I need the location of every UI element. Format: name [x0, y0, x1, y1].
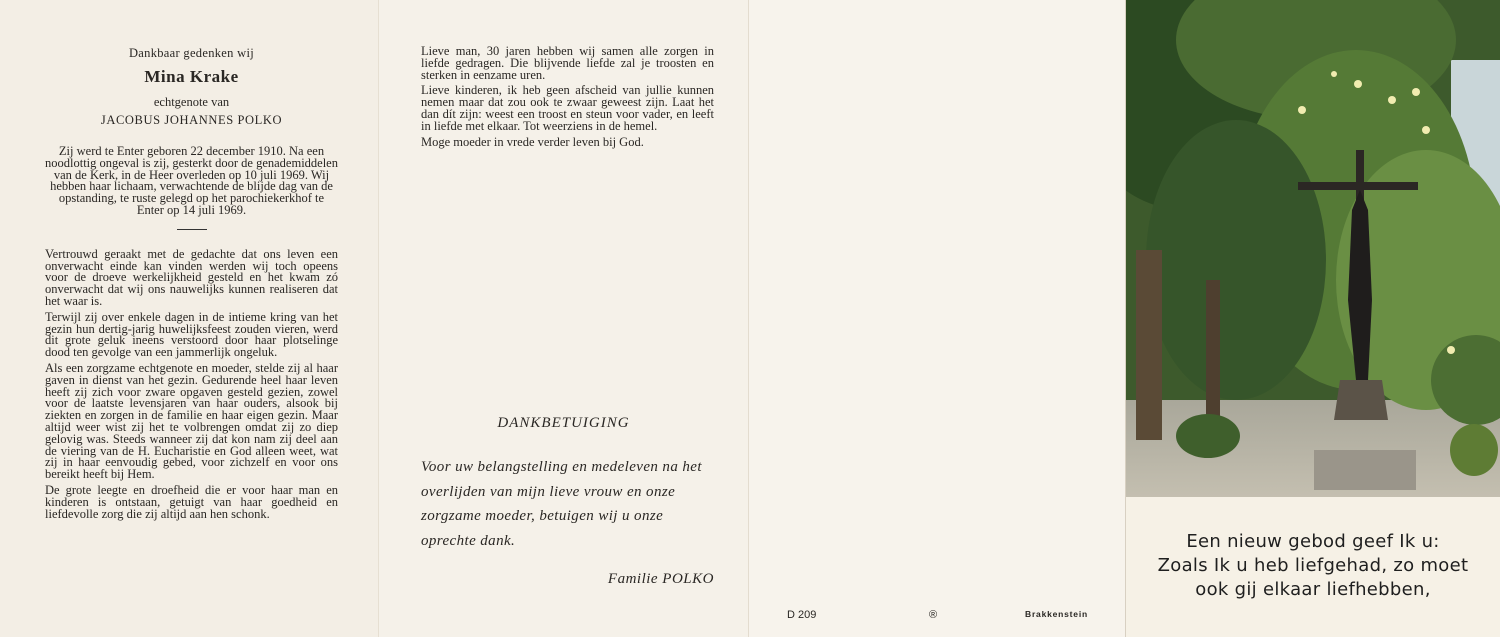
scripture-verse — [1126, 530, 1500, 602]
divider-rule — [177, 229, 207, 230]
memorial-paragraph-3: Als een zorgzame echtgenote en moeder, stelde zij al haar gaven in dienst van het gezin. Gedurende heel haar leven heeft zij zich voor zware opgaven gesteld gezien, zowel voor de laatste levensjaren van haar ouders, alsook bij ziekten en zorgen in de familie en haar eigen gezin. Maar altijd weer wist zij het te volbrengen omdat zij zo diep gelovig was. Steeds wanneer zij dat kon nam zij deel aan de viering van de H. Eucharistie en God alleen weet, wat zij in haar eenvoudig gebed, voor zichzelf en voor ons bereikt heeft bij Hem. — [45, 360, 338, 482]
registered-mark: ® — [929, 609, 938, 621]
intro-text: Dankbaar gedenken wij — [128, 46, 254, 60]
thanks-signature: Familie POLKO — [607, 571, 714, 587]
middle-panel — [378, 0, 748, 637]
printer-name: Brakkenstein — [1025, 609, 1088, 619]
memorial-paragraph-2: Terwijl zij over enkele dagen in de intieme kring van het gezin hun dertig-jarig huwelijksfeest zouden vieren, werd dit grote geluk ineens verstoord door haar plotselinge dood ten gevolge van een jammerlijk ongeluk. — [45, 309, 338, 360]
image-panel — [1125, 0, 1500, 637]
farewell-paragraph-3: Moge moeder in vrede verder leven bij God. — [421, 134, 644, 149]
left-panel — [0, 0, 378, 637]
spouse-name: JACOBUS JOHANNES POLKO — [100, 113, 283, 127]
thanks-body: Voor uw belangstelling en medeleven na het overlijden van mijn lieve vrouw en onze zorgzame moeder, betuigen wij u onze oprechte dank. — [421, 459, 702, 549]
memorial-paragraph-1: Vertrouwd geraakt met de gedachte dat ons leven een onverwacht einde kan vinden werden wij toch opeens voor de droeve werkelijkheid gesteld en het kwam zó onverwacht dat wij ons nauwelijks kunnen realiseren dat het waar is. — [45, 246, 338, 308]
thanks-title: DANKBETUIGING — [497, 415, 630, 431]
verse-line-1: Een nieuw gebod geef Ik u: — [1186, 531, 1440, 552]
spouse-label: echtgenote van — [153, 95, 230, 109]
verse-line-2: Zoals Ik u heb liefgehad, zo moet — [1157, 555, 1469, 576]
verse-line-3: ook gij elkaar liefhebben, — [1195, 579, 1431, 600]
deceased-name: Mina Krake — [144, 67, 239, 86]
blank-panel — [748, 0, 1125, 637]
memorial-paragraph-4: De grote leegte en droefheid die er voor haar man en kinderen is ontstaan, getuigt van haar goedheid en liefdevolle zorg die zij altijd aan hen schonk. — [45, 482, 338, 521]
biography-text: Zij werd te Enter geboren 22 december 1910. Na een noodlottig ongeval is zij, gesterkt door de genademiddelen van de Kerk, in de Heer overleden op 10 juli 1969. Wij hebben haar lichaam, verwachtende de blijde dag van de opstanding, te ruste gelegd op het parochiekerkhof te Enter op 14 juli 1969. — [45, 144, 338, 217]
farewell-paragraph-2: Lieve kinderen, ik heb geen afscheid van jullie kunnen nemen maar dat zou ook te zwaar geweest zijn. Laat het dan dít zijn: weest een troost en steun voor vader, en leeft in liefde met elkaar. Tot weerziens in de hemel. — [421, 83, 714, 133]
print-code: D 209 — [787, 609, 817, 621]
farewell-paragraph-1: Lieve man, 30 jaren hebben wij samen alle zorgen in liefde gedragen. Die blijvende liefde zal je troosten en sterken in eenzame uren. — [421, 44, 714, 82]
crucifix-garden-photo — [1126, 0, 1500, 497]
